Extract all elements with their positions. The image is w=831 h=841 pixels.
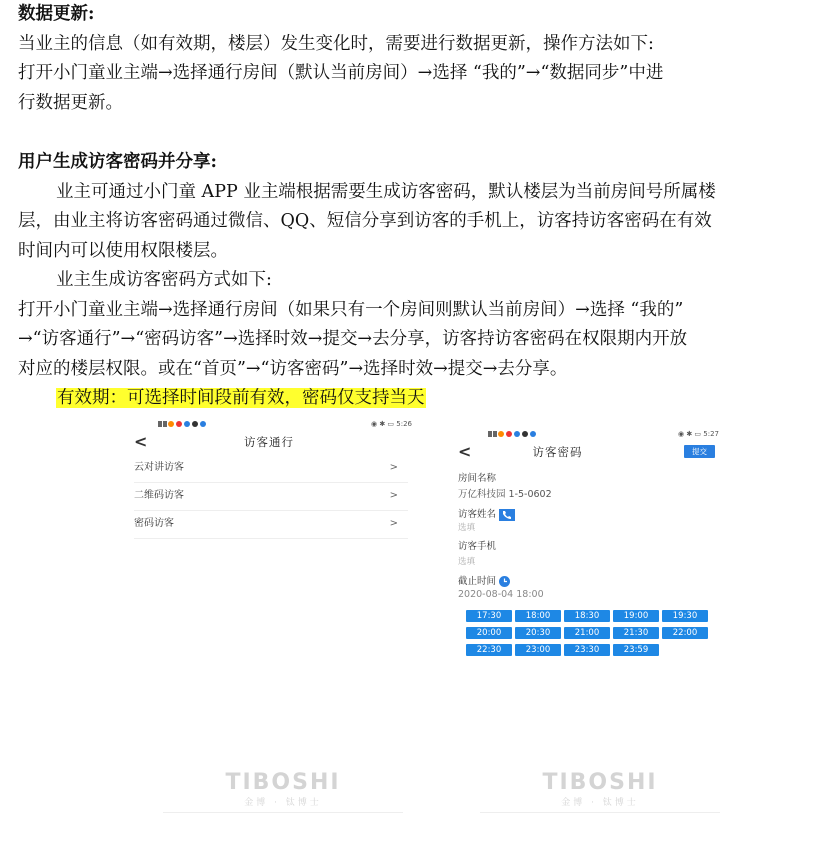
room-name-value: 万亿科技园 1-5-0602	[458, 489, 552, 500]
visitor-name-input[interactable]: 选填	[458, 523, 476, 533]
time-slot-button[interactable]: 19:00	[613, 610, 659, 622]
time-slot-button[interactable]: 17:30	[466, 610, 512, 622]
text-line: 业主生成访客密码方式如下:	[56, 270, 272, 290]
deadline-value: 2020-08-04 18:00	[458, 589, 544, 600]
battery-icon: ◉ ✱ ▭	[678, 430, 704, 438]
deadline-label-text: 截止时间	[458, 576, 497, 587]
text-line: 打开小门童业主端→选择通行房间（默认当前房间）→选择 “我的”→“数据同步”中进	[18, 63, 664, 83]
time-slot-button[interactable]: 20:00	[466, 627, 512, 639]
time-slot-button[interactable]: 23:00	[515, 644, 561, 656]
text-line: →“访客通行”→“密码访客”→选择时效→提交→去分享，访客持访客密码在权限期内开放	[18, 329, 688, 349]
phone-screenshot-visitor-password	[450, 428, 725, 663]
status-time: 5:26	[396, 420, 412, 428]
page-title: 访客通行	[244, 435, 294, 449]
menu-item-label: 二维码访客	[134, 490, 184, 501]
time-slot-button[interactable]: 18:00	[515, 610, 561, 622]
time-slot-button[interactable]: 23:59	[613, 644, 659, 656]
visitor-phone-label: 访客手机	[458, 541, 497, 552]
phone-screenshot-visitor-access	[120, 418, 418, 548]
watermark-sub: 金博 · 钛博士	[244, 798, 322, 808]
status-bar	[120, 418, 418, 430]
battery-icon: ◉ ✱ ▭	[371, 420, 397, 428]
time-slot-button[interactable]: 19:30	[662, 610, 708, 622]
watermark-brand: TIBOSHI	[542, 770, 658, 795]
time-slot-button[interactable]: 22:00	[662, 627, 708, 639]
watermark-sub: 金博 · 钛博士	[561, 798, 639, 808]
status-time: 5:27	[703, 430, 719, 438]
document-body	[18, 0, 808, 414]
menu-item-label: 云对讲访客	[134, 462, 184, 473]
section-heading-data-update: 数据更新:	[18, 4, 95, 24]
clock-icon[interactable]	[499, 576, 510, 587]
visitor-name-label-text: 访客姓名	[458, 509, 497, 520]
highlighted-note: 有效期：可选择时间段前有效，密码仅支持当天	[57, 388, 425, 408]
phone-contact-icon[interactable]	[499, 509, 515, 521]
back-button[interactable]: <	[458, 442, 472, 461]
time-slot-button[interactable]: 21:00	[564, 627, 610, 639]
submit-button[interactable]: 提交	[684, 445, 715, 458]
text-line: 打开小门童业主端→选择通行房间（如果只有一个房间则默认当前房间）→选择 “我的”	[18, 299, 684, 320]
visitor-phone-input[interactable]: 选填	[458, 557, 476, 567]
deadline-label	[458, 573, 510, 587]
room-name-label: 房间名称	[458, 473, 497, 484]
section-heading-visitor-password: 用户生成访客密码并分享:	[18, 152, 217, 172]
chevron-right-icon: >	[389, 462, 398, 473]
chevron-right-icon: >	[389, 518, 398, 529]
menu-item-qrcode-visitor[interactable]	[134, 482, 408, 511]
watermark-brand: TIBOSHI	[225, 770, 341, 795]
text-line: 业主可通过小门童 APP 业主端根据需要生成访客密码，默认楼层为当前房间号所属楼	[56, 181, 716, 202]
menu-item-cloud-intercom-visitor[interactable]	[134, 454, 408, 483]
menu-item-password-visitor[interactable]	[134, 510, 408, 539]
visitor-name-label	[458, 506, 515, 521]
chevron-right-icon: >	[389, 490, 398, 501]
watermark-logo	[148, 770, 418, 813]
time-slot-button[interactable]: 21:30	[613, 627, 659, 639]
text-line: 层，由业主将访客密码通过微信、QQ、短信分享到访客的手机上，访客持访客密码在有效	[18, 211, 712, 231]
back-button[interactable]: <	[134, 432, 148, 451]
time-slot-button[interactable]: 18:30	[564, 610, 610, 622]
text-line: 对应的楼层权限。或在“首页”→“访客密码”→选择时效→提交→去分享。	[18, 358, 568, 379]
time-slot-button[interactable]: 20:30	[515, 627, 561, 639]
text-line: 当业主的信息（如有效期，楼层）发生变化时，需要进行数据更新，操作方法如下:	[18, 33, 654, 54]
time-slot-button[interactable]: 22:30	[466, 644, 512, 656]
time-slot-button[interactable]: 23:30	[564, 644, 610, 656]
watermark-logo	[480, 770, 720, 813]
text-line: 行数据更新。	[18, 92, 123, 113]
text-line: 时间内可以使用权限楼层。	[18, 240, 228, 261]
menu-item-label: 密码访客	[134, 518, 174, 529]
signal-icon	[158, 420, 208, 428]
signal-icon	[488, 430, 538, 438]
status-bar	[450, 428, 725, 440]
page-title: 访客密码	[532, 445, 583, 459]
